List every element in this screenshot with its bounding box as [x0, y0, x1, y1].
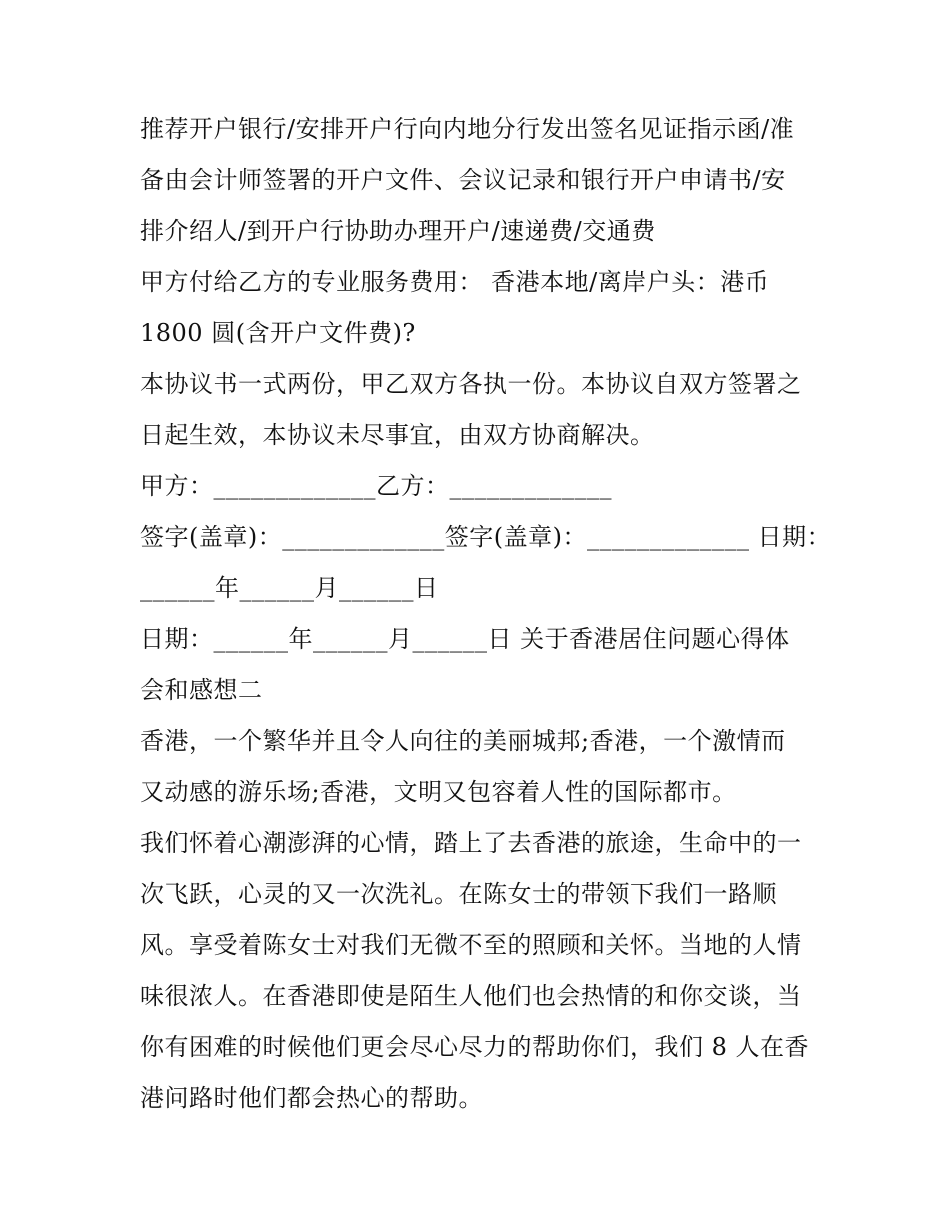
text-line: 次飞跃，心灵的又一次洗礼。在陈女士的带领下我们一路顺 [140, 880, 777, 908]
date-line: ______年______月______日 [140, 574, 439, 602]
text-line: 排介绍人/到开户行协助办理开户/速递费/交通费 [140, 217, 656, 245]
section-title: 会和感想二 [140, 676, 263, 704]
text-line: 日起生效，本协议未尽事宜，由双方协商解决。 [140, 421, 655, 449]
text-line: 又动感的游乐场;香港，文明又包容着人性的国际都市。 [140, 778, 737, 806]
text-line: 港问路时他们都会热心的帮助。 [140, 1084, 483, 1112]
text-line: 备由会计师签署的开户文件、会议记录和银行开户申请书/安 [140, 166, 786, 194]
signature-line-parties: 甲方：_____________乙方：_____________ [140, 472, 612, 500]
text-line: 本协议书一式两份，甲乙双方各执一份。本协议自双方签署之 [140, 370, 802, 398]
text-line: 风。享受着陈女士对我们无微不至的照顾和关怀。当地的人情 [140, 931, 802, 959]
date-line-title: 日期：______年______月______日 关于香港居住问题心得体 [140, 625, 790, 653]
signature-line-seal: 签字(盖章)：_____________签字(盖章)：_____________ 日期： [140, 523, 832, 551]
text-line: 你有困难的时候他们更会尽心尽力的帮助你们，我们 8 人在香 [140, 1033, 810, 1061]
text-line: 推荐开户银行/安排开户行向内地分行发出签名见证指示函/准 [140, 115, 795, 143]
text-line: 味很浓人。在香港即使是陌生人他们也会热情的和你交谈，当 [140, 982, 802, 1010]
text-line: 我们怀着心潮澎湃的心情，踏上了去香港的旅途，生命中的一 [140, 829, 802, 857]
text-line: 1800 圆(含开户文件费)? [140, 319, 416, 347]
text-line: 甲方付给乙方的专业服务费用： 香港本地/离岸户头：港币 [140, 268, 770, 296]
text-line: 香港，一个繁华并且令人向往的美丽城邦;香港，一个激情而 [140, 727, 786, 755]
